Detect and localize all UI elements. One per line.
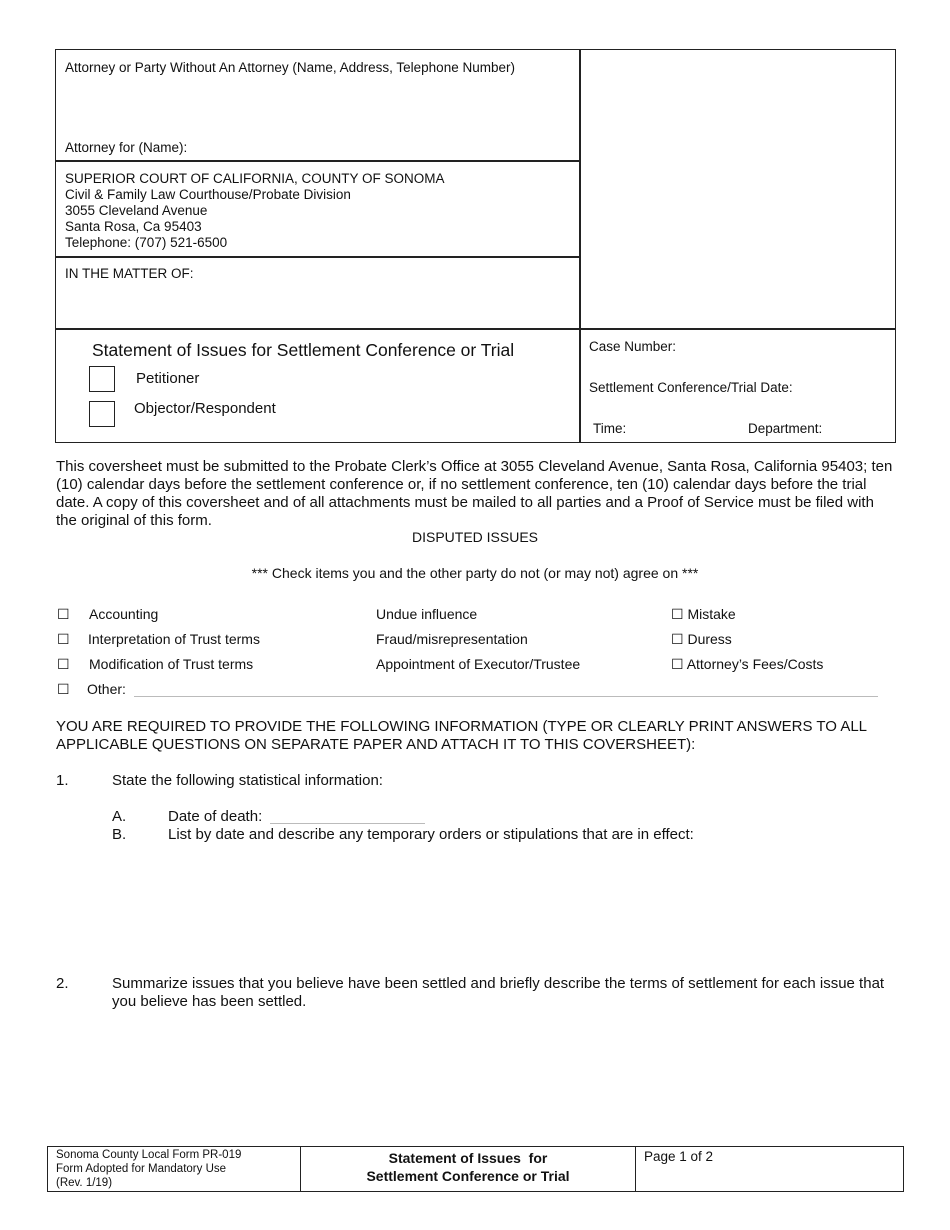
objector-label: Objector/Respondent (134, 400, 276, 417)
issue-label: Accounting (89, 606, 159, 622)
issue-appointment-executor: Appointment of Executor/Trustee (376, 656, 581, 672)
question-2-text: Summarize issues that you believe have been settled and briefly describe the terms of settlement for each issue that you believe has been settled. (112, 975, 885, 1010)
checkbox-icon[interactable]: ☐ (671, 632, 684, 648)
checkbox-icon[interactable]: ☐ (57, 607, 70, 623)
issue-attorney-fees[interactable] (671, 656, 823, 673)
court-phone: Telephone: (707) 521-6500 (65, 235, 228, 250)
court-info (65, 171, 445, 251)
date-of-death-line[interactable] (270, 823, 425, 824)
attorney-divider (55, 160, 580, 162)
issue-label: Duress (687, 631, 732, 647)
question-2-number: 2. (56, 975, 69, 992)
issue-duress[interactable] (671, 631, 732, 648)
issue-undue-influence: Undue influence (376, 606, 478, 622)
checkbox-icon[interactable]: ☐ (671, 657, 684, 673)
form-title: Statement of Issues for Settlement Conference or Trial (92, 340, 515, 360)
objector-checkbox[interactable] (89, 401, 115, 427)
disputed-issues-subheading: *** Check items you and the other party do not (or may not) agree on *** (251, 565, 699, 581)
issue-mistake[interactable] (671, 606, 736, 623)
issue-label: Modification of Trust terms (89, 656, 254, 672)
footer-title-line2: Settlement Conference or Trial (366, 1168, 570, 1184)
checkbox-icon[interactable]: ☐ (57, 632, 70, 648)
disputed-issues-heading: DISPUTED ISSUES (411, 529, 539, 545)
instructions-paragraph: This coversheet must be submitted to the Probate Clerk’s Office at 3055 Cleveland Avenue, Santa Rosa, California 95403; ten (10) calendar days before the settlement conference or, if no settlement conference, ten (10) calendar days before the trial date. A copy of this coversheet and of all attachments must be mailed to all parties and a Proof of Service must be filed with the original of this form. (56, 458, 893, 529)
question-1-text: State the following statistical information: (112, 772, 383, 789)
issue-modification-trust[interactable] (57, 656, 254, 673)
question-1b-letter: B. (112, 826, 127, 843)
time-label: Time: (593, 421, 627, 436)
footer-form-number: Sonoma County Local Form PR-019 (56, 1149, 242, 1161)
checkbox-icon[interactable]: ☐ (57, 682, 70, 698)
footer-divider-2 (635, 1146, 636, 1192)
case-number-label: Case Number: (589, 339, 677, 354)
other-input-line[interactable] (134, 696, 878, 697)
question-1b-text: List by date and describe any temporary orders or stipulations that are in effect: (168, 826, 694, 843)
title-divider (55, 328, 896, 330)
footer-title (301, 1149, 635, 1185)
question-1a-letter: A. (112, 808, 127, 825)
petitioner-label: Petitioner (136, 370, 200, 387)
checkbox-icon[interactable]: ☐ (671, 607, 684, 623)
other-label: Other: (87, 681, 126, 697)
issue-interpretation-trust[interactable] (57, 631, 260, 648)
issue-label: Interpretation of Trust terms (88, 631, 260, 647)
footer-form-info (56, 1148, 241, 1190)
issue-label: Mistake (687, 606, 736, 622)
department-label: Department: (748, 421, 823, 436)
matter-label: IN THE MATTER OF: (65, 266, 194, 281)
court-division: Civil & Family Law Courthouse/Probate Division (65, 187, 351, 202)
court-city: Santa Rosa, Ca 95403 (65, 219, 202, 234)
issue-other[interactable] (57, 681, 126, 698)
court-street: 3055 Cleveland Avenue (65, 203, 208, 218)
attorney-for-label: Attorney for (Name): (65, 140, 188, 155)
footer-page-number: Page 1 of 2 (644, 1149, 714, 1164)
caption-divider (579, 49, 581, 443)
court-name: SUPERIOR COURT OF CALIFORNIA, COUNTY OF SONOMA (65, 171, 445, 186)
question-1a-text: Date of death: (168, 808, 263, 825)
issue-fraud: Fraud/misrepresentation (376, 631, 528, 647)
issue-accounting[interactable] (57, 606, 159, 623)
petitioner-checkbox[interactable] (89, 366, 115, 392)
required-info-paragraph: YOU ARE REQUIRED TO PROVIDE THE FOLLOWING INFORMATION (TYPE OR CLEARLY PRINT ANSWERS TO ALL APPLICABLE QUESTIONS ON SEPARATE PAPER AND ATTACH IT TO THIS COVERSHEET): (56, 718, 867, 753)
question-1-number: 1. (56, 772, 69, 789)
court-divider (55, 256, 580, 258)
trial-date-label: Settlement Conference/Trial Date: (589, 380, 793, 395)
footer-form-rev: (Rev. 1/19) (56, 1177, 113, 1189)
issue-label: Attorney’s Fees/Costs (686, 656, 824, 672)
attorney-label: Attorney or Party Without An Attorney (Name, Address, Telephone Number) (65, 60, 515, 75)
footer-title-line1: Statement of Issues for (388, 1150, 548, 1166)
footer-form-adopted: Form Adopted for Mandatory Use (56, 1163, 227, 1175)
checkbox-icon[interactable]: ☐ (57, 657, 70, 673)
